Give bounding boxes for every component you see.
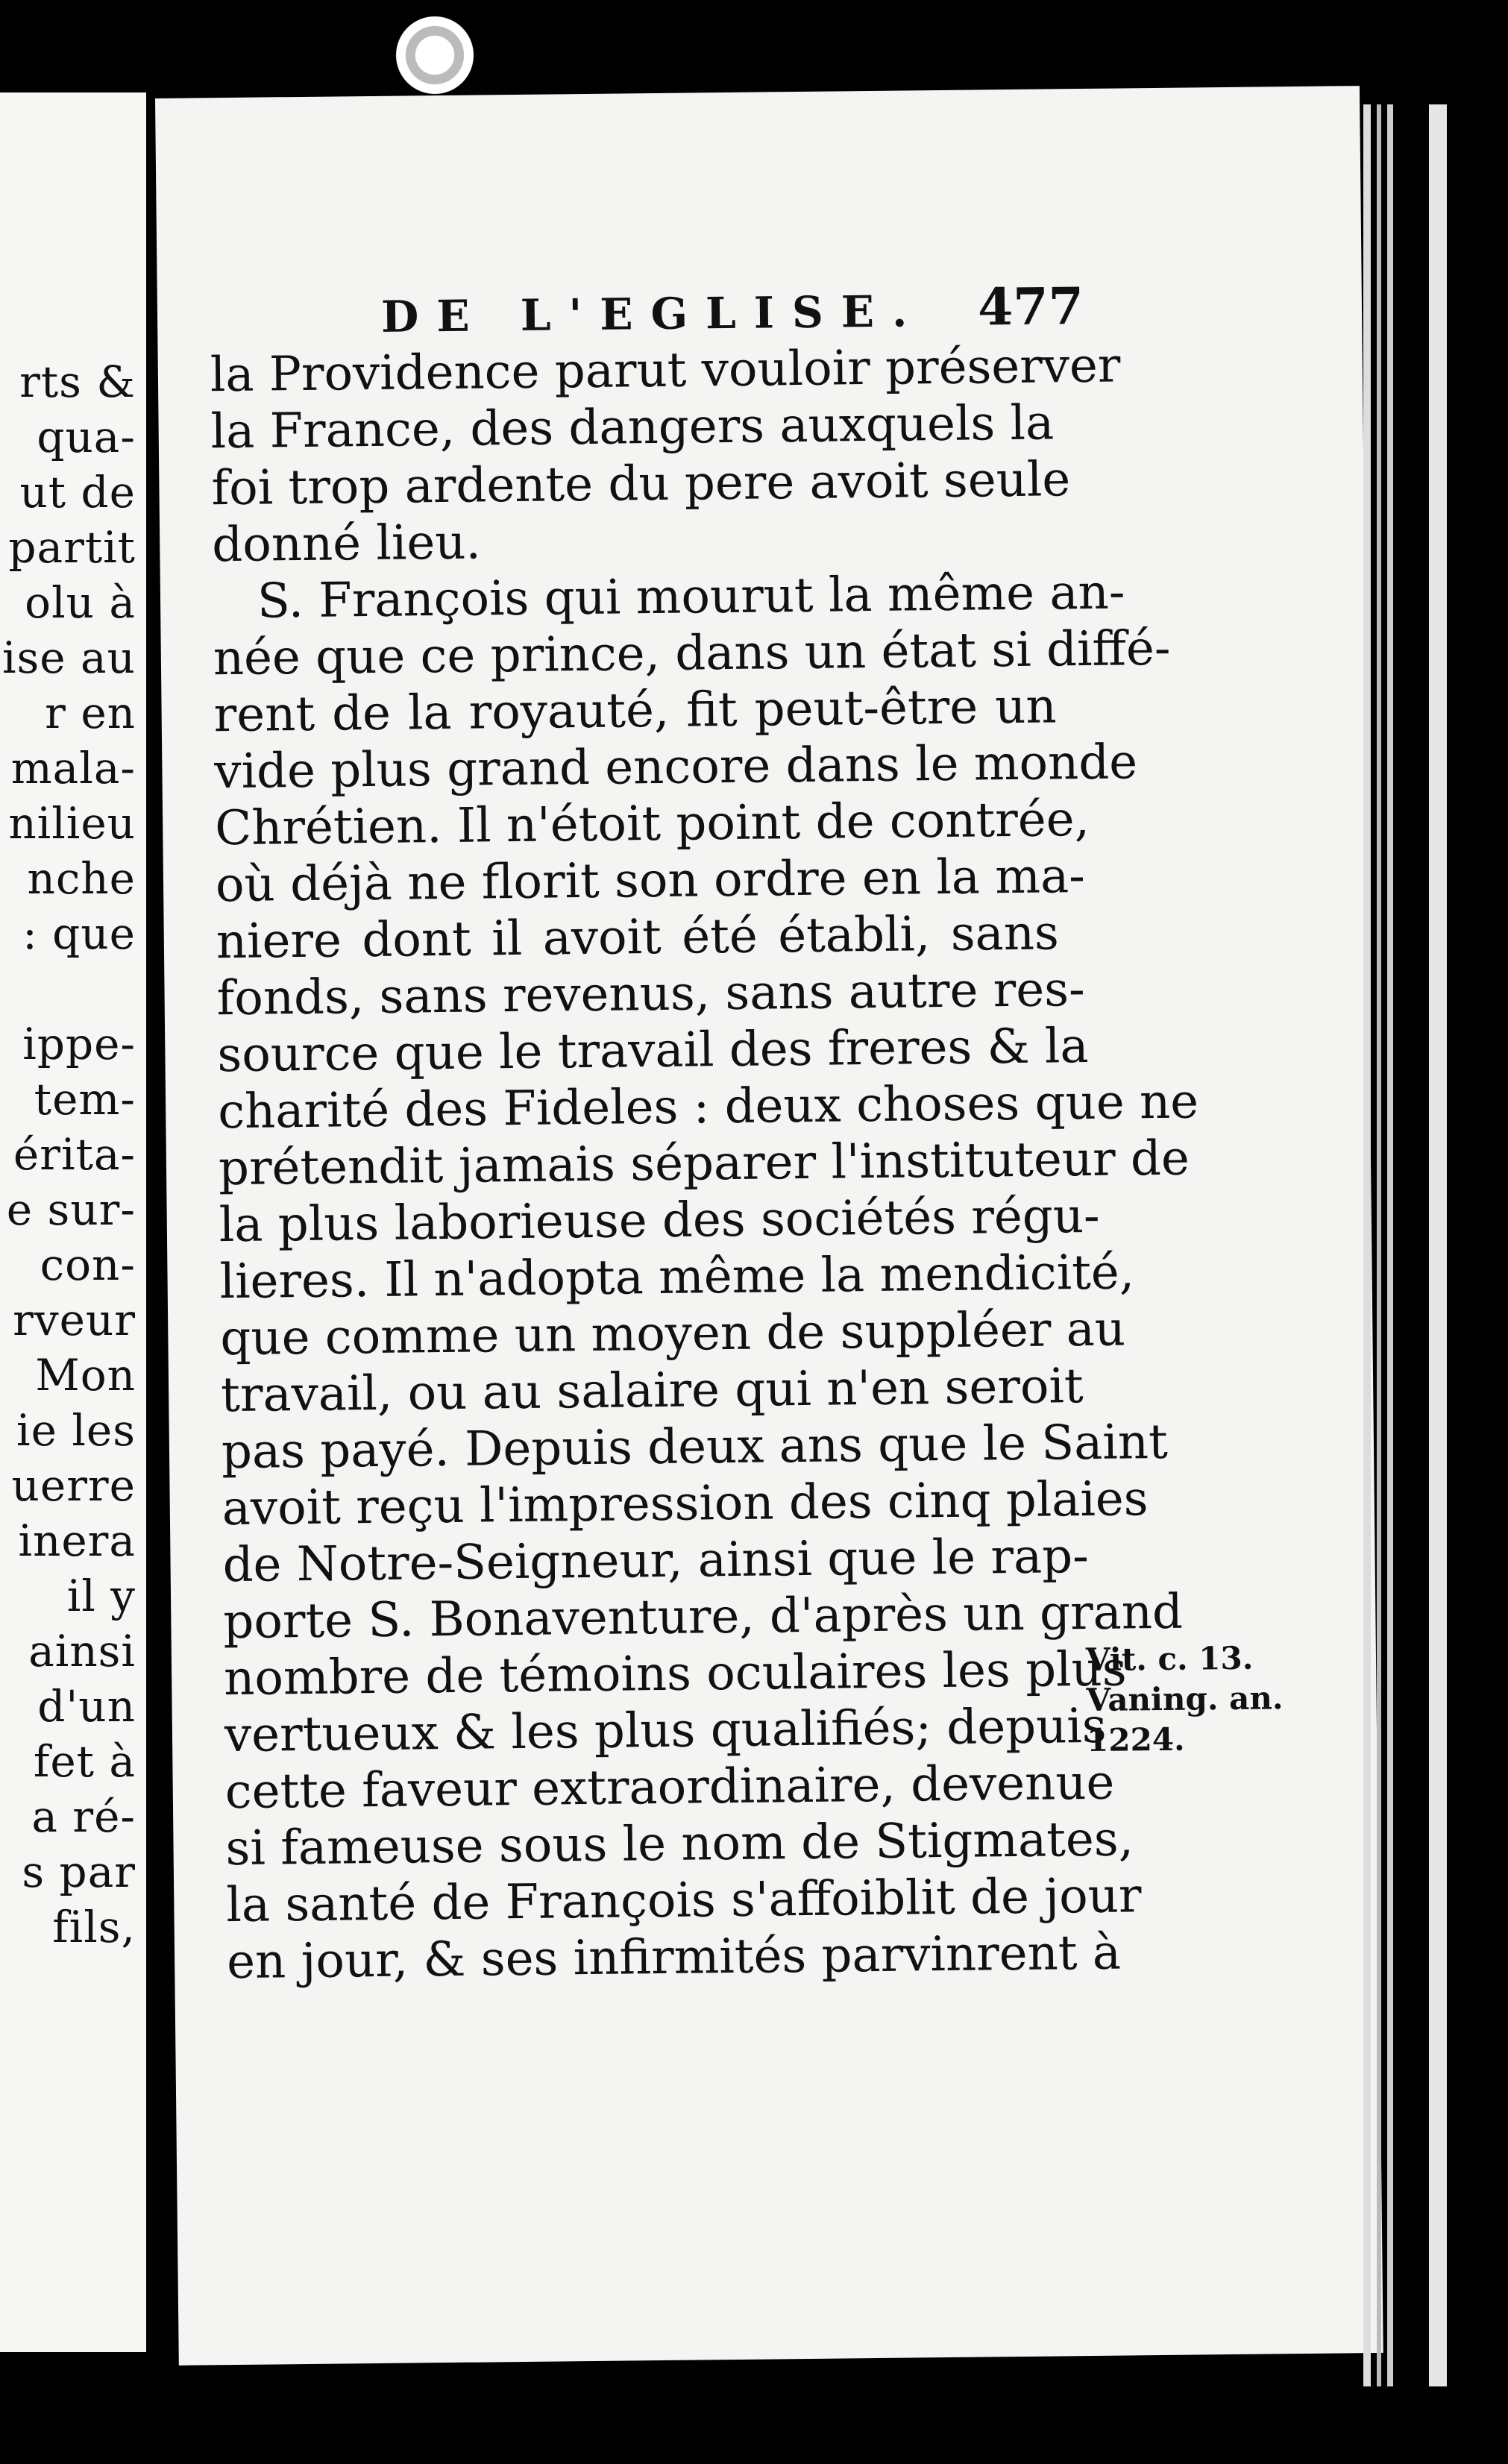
left-line: a ré- — [31, 1791, 136, 1842]
left-line: qua- — [37, 412, 136, 462]
left-line: r en — [45, 688, 136, 738]
left-line: rts & — [19, 356, 136, 407]
left-line: nilieu — [8, 798, 136, 849]
left-line: ainsi — [28, 1626, 136, 1676]
left-line: tem- — [34, 1074, 136, 1125]
left-line: s par — [22, 1847, 136, 1897]
left-line: nche — [27, 853, 136, 904]
left-line: mala- — [10, 743, 136, 793]
text-line: foi trop ardente du pere avoit seule — [211, 452, 1071, 517]
text-line: lieres. Il n'adopta même la mendicité, — [219, 1245, 1135, 1310]
book-page — [155, 86, 1383, 2366]
text-line: Chrétien. Il n'étoit point de contrée, — [214, 791, 1090, 857]
text-line: que comme un moyen de suppléer au — [220, 1301, 1126, 1367]
left-line: ise au — [1, 632, 136, 683]
left-line: fils, — [52, 1902, 136, 1952]
text-line: avoit reçu l'impression des cinq plaies — [222, 1471, 1149, 1537]
left-line: rveur — [13, 1295, 136, 1345]
left-line: partit — [8, 522, 136, 573]
text-line: la Providence parut vouloir préserver — [210, 338, 1121, 403]
text-line: charité des Fideles : deux choses que ne — [217, 1074, 1199, 1140]
text-line: travail, ou au salaire qui n'en seroit — [220, 1359, 1084, 1424]
text-line: porte S. Bonaventure, d'après un grand — [223, 1584, 1184, 1650]
page-edge — [1377, 104, 1381, 2386]
text-line: niere dont il avoit été établi, sans — [216, 905, 1060, 970]
left-line: con- — [40, 1239, 136, 1290]
left-line: il y — [66, 1571, 136, 1621]
text-line: vide plus grand encore dans le monde — [214, 735, 1138, 800]
text-line: donné lieu. — [211, 515, 482, 573]
left-line: érita- — [13, 1129, 136, 1180]
left-line: : que — [22, 908, 136, 959]
text-line: nombre de témoins oculaires les plus — [223, 1641, 1127, 1707]
library-stamp — [394, 15, 476, 104]
left-line: ut de — [19, 467, 136, 518]
page-edge — [1363, 104, 1371, 2386]
text-line: où déjà ne florit son ordre en la ma- — [215, 849, 1086, 914]
left-line: fet à — [33, 1736, 136, 1787]
text-line: de Notre-Seigneur, ainsi que le rap- — [222, 1529, 1090, 1594]
text-line: fonds, sans revenus, sans autre res- — [216, 962, 1086, 1027]
text-line: la plus laborieuse des sociétés régu- — [219, 1188, 1100, 1254]
text-line: cette faveur extraordinaire, devenue — [224, 1755, 1115, 1820]
text-line: source que le travail des freres & la — [217, 1018, 1089, 1084]
text-line: si fameuse sous le nom de Stigmates, — [225, 1811, 1134, 1877]
margin-note: Vaning. an. — [1086, 1679, 1284, 1719]
text-line: pas payé. Depuis deux ans que le Saint — [221, 1414, 1169, 1480]
previous-page-fragment — [0, 92, 146, 2352]
text-line: la santé de François s'affoiblit de jour — [225, 1868, 1142, 1934]
left-line: e sur- — [6, 1184, 136, 1235]
margin-note: 1224. — [1086, 1720, 1185, 1759]
left-line: Mon — [35, 1350, 136, 1401]
text-line: en jour, & ses infirmités parvinrent à — [226, 1925, 1122, 1990]
text-line: rent de la royauté, fit peut-être un — [213, 679, 1057, 744]
left-line: ie les — [16, 1405, 136, 1456]
left-line: d'un — [37, 1681, 136, 1732]
running-head: DE L'EGLISE. — [380, 286, 926, 342]
text-line: née que ce prince, dans un état si diffé- — [213, 620, 1171, 687]
text-line: S. François qui mourut la même an- — [257, 565, 1125, 629]
page-edge — [1387, 104, 1393, 2386]
left-line: olu à — [25, 577, 136, 628]
page-edge — [1429, 104, 1447, 2386]
text-line: prétendit jamais séparer l'instituteur de — [218, 1131, 1190, 1197]
margin-note: Vit. c. 13. — [1085, 1639, 1254, 1679]
text-line: la France, des dangers auxquels la — [210, 395, 1055, 460]
left-line: ippe- — [22, 1019, 136, 1069]
left-line: inera — [18, 1515, 136, 1566]
text-line: vertueux & les plus qualifiés; depuis — [224, 1698, 1108, 1764]
left-line: uerre — [11, 1460, 136, 1511]
page-number: 477 — [977, 276, 1084, 338]
